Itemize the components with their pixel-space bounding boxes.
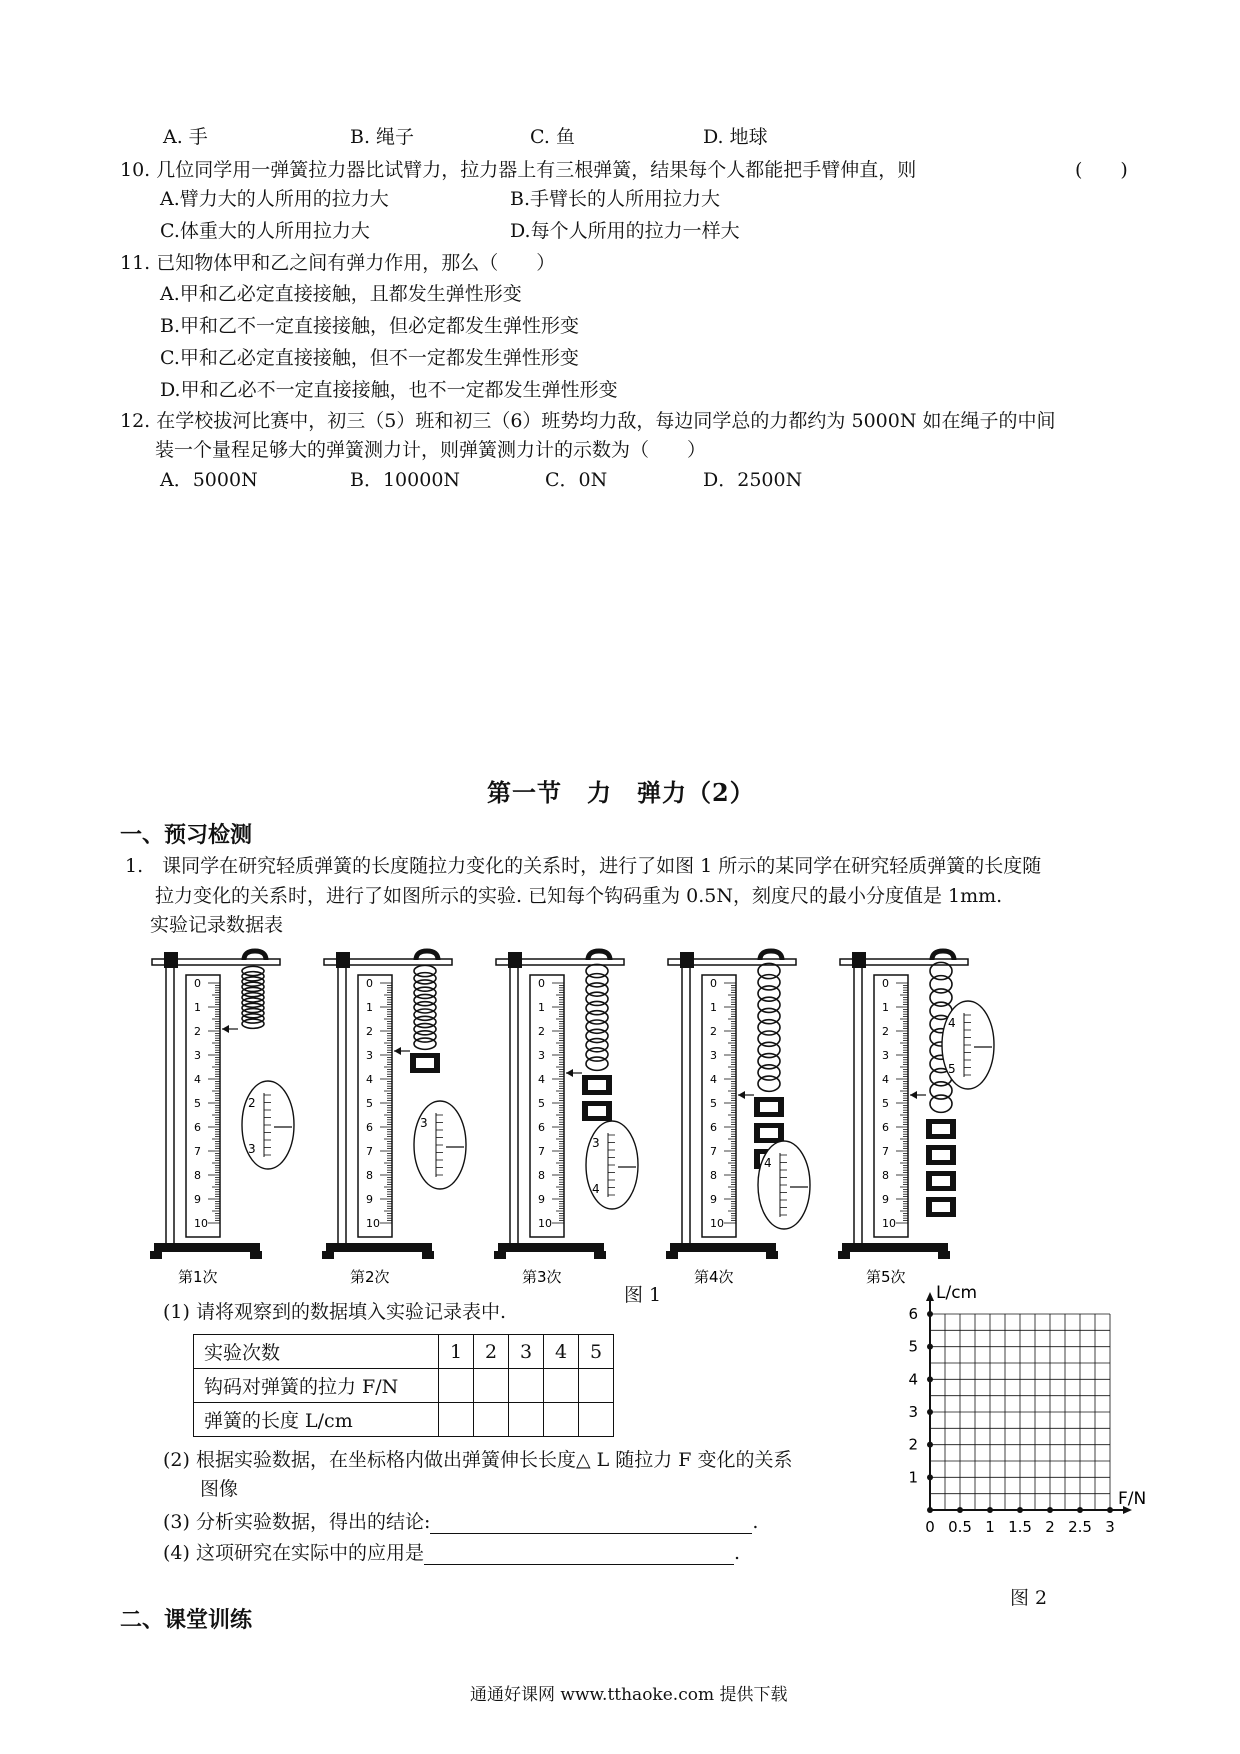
ruler-tick-label: 1 [366, 1001, 373, 1014]
ruler-tick-label: 2 [366, 1025, 373, 1038]
magnifier-label: 2 [248, 1096, 256, 1110]
table-col-5: 5 [579, 1335, 614, 1369]
ruler-tick-label: 2 [882, 1025, 889, 1038]
stand-post [166, 955, 174, 1245]
ruler-tick-label: 7 [882, 1145, 889, 1158]
q12-option-a: A．5000N [160, 469, 258, 491]
hook-weight-label-area [932, 1176, 950, 1186]
ruler-tick-label: 4 [366, 1073, 373, 1086]
y-tick-label: 2 [908, 1435, 918, 1454]
stand-base [326, 1243, 432, 1252]
table-cell-blank[interactable] [544, 1403, 579, 1437]
spring [758, 963, 780, 1091]
ruler-tick-label: 8 [194, 1169, 201, 1182]
lesson-title: 第一节 力 弹力（2） [487, 778, 755, 807]
ruler-tick-label: 3 [882, 1049, 889, 1062]
y-tick-label: 4 [908, 1370, 918, 1389]
period: . [752, 1511, 759, 1533]
spring-stand [494, 951, 638, 1286]
y-tick-label: 3 [908, 1403, 918, 1421]
q12-stem-line2: 装一个量程足够大的弹簧测力计，则弹簧测力计的示数为（ ） [155, 439, 707, 461]
x-tick-dot [1107, 1507, 1113, 1513]
ruler [358, 975, 392, 1237]
hook-weight-label-area [416, 1058, 434, 1068]
stand-foot [666, 1251, 678, 1259]
magnifier-label: 3 [592, 1136, 600, 1150]
x-tick-dot [927, 1507, 933, 1513]
table-cell-blank[interactable] [509, 1369, 544, 1403]
figure-1-spring-stands [150, 935, 1030, 1295]
x-tick-label: 1.5 [1008, 1518, 1032, 1536]
magnifier-label: 4 [948, 1016, 956, 1030]
stand-post [510, 955, 518, 1245]
ruler-tick-label: 4 [538, 1073, 545, 1086]
ruler [874, 975, 908, 1237]
q11-stem: 11. 已知物体甲和乙之间有弹力作用，那么（ ） [120, 252, 556, 274]
ruler-tick-label: 8 [366, 1169, 373, 1182]
ruler-tick-label: 4 [194, 1073, 201, 1086]
magnifier-label: 4 [592, 1182, 600, 1196]
stand-clamp [852, 952, 866, 968]
ruler-tick-label: 7 [366, 1145, 373, 1158]
pointer-arrow [910, 1091, 917, 1099]
ruler-tick-label: 0 [882, 977, 889, 990]
q9-option-c: C. 鱼 [530, 126, 575, 148]
table-col-3: 3 [509, 1335, 544, 1369]
x-tick-label: 1 [985, 1518, 995, 1536]
ruler-tick-label: 7 [538, 1145, 545, 1158]
ruler-tick-label: 6 [710, 1121, 717, 1134]
x-tick-label: 2.5 [1068, 1518, 1092, 1536]
stand-caption: 第2次 [350, 1268, 390, 1286]
ruler-tick-label: 9 [194, 1193, 201, 1206]
ruler [186, 975, 220, 1237]
subquestion-4 [163, 1538, 740, 1565]
spring-stand [150, 951, 294, 1286]
table-cell-blank[interactable] [439, 1369, 474, 1403]
table-row-header [194, 1335, 614, 1369]
stand-foot [150, 1251, 162, 1259]
q10-answer-paren: ( ) [1075, 159, 1128, 181]
hook-weight-label-area [932, 1202, 950, 1212]
y-axis-label: L/cm [936, 1283, 978, 1303]
x-tick-dot [1047, 1507, 1053, 1513]
answer-blank-application[interactable] [424, 1542, 734, 1565]
stand-base [154, 1243, 260, 1252]
x-tick-dot [957, 1507, 963, 1513]
subquestion-2-line1: (2) 根据实验数据，在坐标格内做出弹簧伸长长度△ L 随拉力 F 变化的关系 [163, 1449, 793, 1471]
y-tick-dot [927, 1409, 933, 1415]
stand-foot [766, 1251, 778, 1259]
x-axis-label: F/N [1118, 1489, 1147, 1509]
figure-1-caption: 图 1 [624, 1284, 662, 1306]
q11-option-d: D.甲和乙必不一定直接接触，也不一定都发生弹性形变 [160, 379, 618, 401]
ruler-tick-label: 7 [710, 1145, 717, 1158]
ruler-tick-label: 4 [882, 1073, 889, 1086]
q10-option-d: D.每个人所用的拉力一样大 [510, 220, 740, 242]
y-tick-label: 5 [908, 1337, 918, 1356]
pointer-arrow [566, 1069, 573, 1077]
pointer-arrow [738, 1091, 745, 1099]
x-tick-label: 0 [925, 1518, 935, 1536]
q12-option-c: C．0N [545, 469, 608, 491]
q12-stem-line1: 12. 在学校拔河比赛中，初三（5）班和初三（6）班势均力敌，每边同学总的力都约为 5000N 如在绳子的中间 [120, 410, 1056, 432]
table-cell-blank[interactable] [579, 1369, 614, 1403]
hook-weight-label-area [932, 1150, 950, 1160]
stand-caption: 第4次 [694, 1268, 734, 1286]
problem-1-line1: 1. 课同学在研究轻质弹簧的长度随拉力变化的关系时，进行了如图 1 所示的某同学在研究轻质弹簧的长度随 [125, 855, 1042, 877]
table-col-1: 1 [439, 1335, 474, 1369]
stand-base [498, 1243, 604, 1252]
ruler-tick-label: 10 [366, 1217, 380, 1230]
x-tick-label: 0.5 [948, 1518, 972, 1536]
magnifier-label: 3 [420, 1116, 428, 1130]
table-cell-blank[interactable] [509, 1403, 544, 1437]
q12-option-b: B．10000N [350, 469, 461, 491]
ruler-tick-label: 9 [882, 1193, 889, 1206]
stand-foot [594, 1251, 606, 1259]
q9-option-a: A. 手 [163, 126, 208, 148]
ruler-tick-label: 9 [366, 1193, 373, 1206]
problem-1-line3: 实验记录数据表 [150, 914, 284, 936]
stand-post [854, 955, 862, 1245]
stand-caption: 第3次 [522, 1268, 562, 1286]
ruler-tick-label: 0 [194, 977, 201, 990]
stand-foot [938, 1251, 950, 1259]
pointer-arrow [394, 1047, 401, 1055]
ruler-tick-label: 3 [710, 1049, 717, 1062]
ruler-tick-label: 4 [710, 1073, 717, 1086]
spring-stand [838, 951, 994, 1286]
ruler-tick-label: 3 [366, 1049, 373, 1062]
stand-foot [322, 1251, 334, 1259]
q10-stem: 10. 几位同学用一弹簧拉力器比试臂力，拉力器上有三根弹簧，结果每个人都能把手臂伸直，则 [120, 159, 917, 181]
stand-caption: 第5次 [866, 1268, 906, 1286]
stand-post [338, 955, 346, 1245]
stand-foot [422, 1251, 434, 1259]
section-heading-preview: 一、预习检测 [120, 823, 253, 848]
q9-option-d: D. 地球 [703, 126, 768, 148]
stand-post [682, 955, 690, 1245]
ruler-tick-label: 2 [538, 1025, 545, 1038]
table-row-label-length: 弹簧的长度 L/cm [194, 1403, 439, 1437]
ruler-tick-label: 1 [710, 1001, 717, 1014]
ruler-tick-label: 5 [366, 1097, 373, 1110]
answer-blank-conclusion[interactable] [430, 1511, 752, 1534]
ruler-tick-label: 1 [538, 1001, 545, 1014]
spring [242, 966, 264, 1028]
y-tick-label: 1 [908, 1468, 918, 1487]
pointer-arrow [222, 1025, 229, 1033]
footer-text: 通通好课网 www.tthaoke.com 提供下载 [470, 1685, 788, 1705]
q11-option-b: B.甲和乙不一定直接接触，但必定都发生弹性形变 [160, 315, 580, 337]
chart-plot-area [908, 1283, 1146, 1536]
ruler-tick-label: 3 [194, 1049, 201, 1062]
figure-2-chart [895, 1280, 1195, 1555]
q12-option-d: D．2500N [703, 469, 803, 491]
hook-weight-label-area [760, 1128, 778, 1138]
q10-option-c: C.体重大的人所用拉力大 [160, 220, 370, 242]
spring-stand [666, 951, 810, 1286]
hook-weight-label-area [760, 1102, 778, 1112]
y-tick-dot [927, 1311, 933, 1317]
problem-1-line2: 拉力变化的关系时，进行了如图所示的实验. 已知每个钩码重为 0.5N，刻度尺的最小分度值是 1mm. [155, 885, 1003, 907]
ruler-tick-label: 5 [538, 1097, 545, 1110]
magnifier-label: 4 [764, 1156, 772, 1170]
ruler-tick-label: 3 [538, 1049, 545, 1062]
stand-foot [250, 1251, 262, 1259]
ruler-tick-label: 0 [366, 977, 373, 990]
y-axis-arrow [926, 1292, 934, 1301]
table-row-force [194, 1369, 614, 1403]
magnifier-label: 5 [948, 1062, 956, 1076]
ruler-tick-label: 5 [194, 1097, 201, 1110]
ruler-tick-label: 2 [194, 1025, 201, 1038]
x-tick-dot [987, 1507, 993, 1513]
stand-base [670, 1243, 776, 1252]
subquestion-1: (1) 请将观察到的数据填入实验记录表中. [163, 1301, 506, 1323]
q10-option-b: B.手臂长的人所用拉力大 [510, 188, 721, 210]
magnifier-label: 3 [248, 1142, 256, 1156]
stand-clamp [164, 952, 178, 968]
table-cell-blank[interactable] [474, 1369, 509, 1403]
table-cell-blank[interactable] [579, 1403, 614, 1437]
table-cell-blank[interactable] [474, 1403, 509, 1437]
ruler-tick-label: 6 [882, 1121, 889, 1134]
subquestion-4-text: (4) 这项研究在实际中的应用是 [163, 1542, 424, 1564]
ruler-tick-label: 9 [538, 1193, 545, 1206]
stand-caption: 第1次 [178, 1268, 218, 1286]
ruler-tick-label: 0 [538, 977, 545, 990]
ruler [702, 975, 736, 1237]
x-tick-dot [1077, 1507, 1083, 1513]
ruler-tick-label: 2 [710, 1025, 717, 1038]
ruler-tick-label: 8 [710, 1169, 717, 1182]
subquestion-3-text: (3) 分析实验数据，得出的结论: [163, 1511, 431, 1533]
ruler-tick-label: 6 [538, 1121, 545, 1134]
data-record-table [193, 1334, 614, 1437]
x-tick-label: 2 [1045, 1518, 1055, 1536]
ruler-tick-label: 1 [882, 1001, 889, 1014]
y-tick-label: 6 [908, 1305, 918, 1323]
table-cell-blank[interactable] [544, 1369, 579, 1403]
q11-option-c: C.甲和乙必定直接接触，但不一定都发生弹性形变 [160, 347, 579, 369]
q9-option-b: B. 绳子 [350, 126, 415, 148]
table-header-label: 实验次数 [194, 1335, 439, 1369]
ruler-tick-label: 5 [882, 1097, 889, 1110]
ruler-tick-label: 6 [194, 1121, 201, 1134]
ruler-tick-label: 0 [710, 977, 717, 990]
y-tick-dot [927, 1344, 933, 1350]
ruler-tick-label: 8 [882, 1169, 889, 1182]
subquestion-3 [163, 1507, 758, 1534]
spring-stand [322, 951, 466, 1286]
subquestion-2-line2: 图像 [200, 1478, 239, 1500]
ruler-tick-label: 1 [194, 1001, 201, 1014]
ruler-tick-label: 6 [366, 1121, 373, 1134]
ruler-tick-label: 10 [710, 1217, 724, 1230]
ruler-tick-label: 10 [194, 1217, 208, 1230]
ruler-tick-label: 7 [194, 1145, 201, 1158]
stand-clamp [508, 952, 522, 968]
y-tick-dot [927, 1474, 933, 1480]
table-row-label-force: 钩码对弹簧的拉力 F/N [194, 1369, 439, 1403]
hook-weight-label-area [588, 1106, 606, 1116]
stand-clamp [336, 952, 350, 968]
x-tick-dot [1017, 1507, 1023, 1513]
stand-foot [494, 1251, 506, 1259]
table-col-4: 4 [544, 1335, 579, 1369]
ruler-tick-label: 10 [882, 1217, 896, 1230]
figure-2-caption: 图 2 [1010, 1587, 1048, 1609]
table-col-2: 2 [474, 1335, 509, 1369]
ruler-tick-label: 9 [710, 1193, 717, 1206]
spring [414, 965, 436, 1049]
table-cell-blank[interactable] [439, 1403, 474, 1437]
hook-weight-label-area [932, 1124, 950, 1134]
hook-weight-label-area [588, 1080, 606, 1090]
y-tick-dot [927, 1442, 933, 1448]
section-heading-classroom: 二、课堂训练 [120, 1608, 253, 1633]
ruler-tick-label: 5 [710, 1097, 717, 1110]
table-row-length [194, 1403, 614, 1437]
y-tick-dot [927, 1376, 933, 1382]
x-tick-label: 3 [1105, 1518, 1115, 1536]
stand-clamp [680, 952, 694, 968]
q11-option-a: A.甲和乙必定直接接触，且都发生弹性形变 [160, 283, 522, 305]
ruler-tick-label: 8 [538, 1169, 545, 1182]
q10-option-a: A.臂力大的人所用的拉力大 [160, 188, 389, 210]
spring [586, 964, 608, 1070]
ruler [530, 975, 564, 1237]
period: . [733, 1542, 741, 1564]
ruler-tick-label: 10 [538, 1217, 552, 1230]
stand-foot [838, 1251, 850, 1259]
stand-base [842, 1243, 948, 1252]
